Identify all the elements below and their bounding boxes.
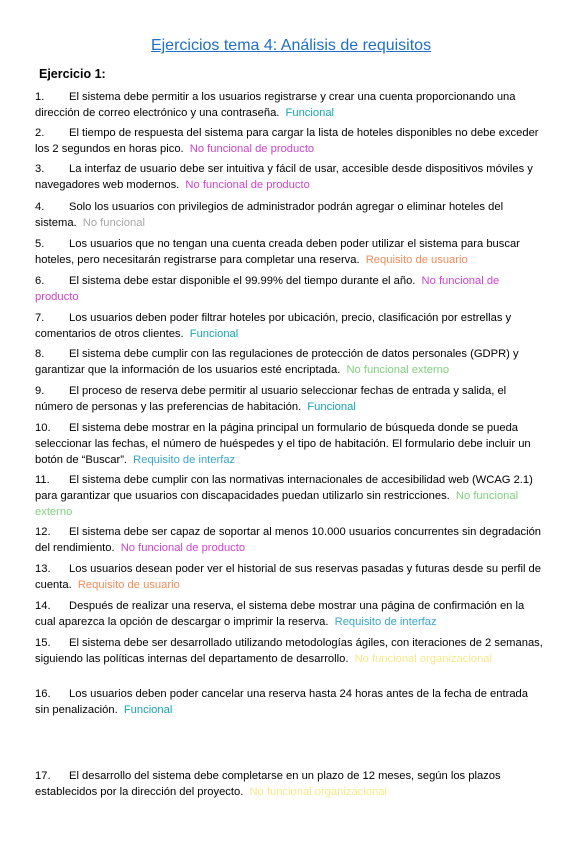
requirement-text: La interfaz de usuario debe ser intuitiva y fácil de usar, accesible desde dispositivos móviles y navegadores web modernos. <box>35 163 533 191</box>
requirement-text: El sistema debe estar disponible el 99.99% del tiempo durante el año. <box>69 275 416 287</box>
requirement-number: 4. <box>35 201 45 213</box>
requirement-number: 15. <box>35 637 51 649</box>
requirement-number: 1. <box>35 91 45 103</box>
requirement-item <box>35 524 545 556</box>
requirement-text: Solo los usuarios con privilegios de administrador podrán agregar o eliminar hoteles del sistema. <box>35 201 504 229</box>
document-title: Ejercicios tema 4: Análisis de requisitos <box>150 37 432 54</box>
requirement-item <box>35 420 545 468</box>
requirement-text: El sistema debe mostrar en la página principal un formulario de búsqueda donde se pueda seleccionar las fechas, el número de huéspedes y el tipo de habitación. El formulario debe incluir un botón de “Buscar”. <box>35 422 531 466</box>
requirement-item <box>35 199 545 231</box>
requirement-text: Los usuarios deben poder filtrar hoteles por ubicación, precio, clasificación por estrellas y comentarios de otros clientes. <box>35 312 512 340</box>
requirement-number: 7. <box>35 312 45 324</box>
requirement-text: El sistema debe cumplir con las regulaciones de protección de datos personales (GDPR) y garantizar que la información de los usuarios esté encriptada. <box>35 348 519 376</box>
requirement-text: El proceso de reserva debe permitir al usuario seleccionar fechas de entrada y salida, el número de personas y las preferencias de habitación. <box>35 385 507 413</box>
requirement-number: 9. <box>35 385 45 397</box>
requirement-classification: Requisito de usuario <box>365 254 468 266</box>
requirement-number: 14. <box>35 600 51 612</box>
requirement-classification: Funcional <box>123 704 173 716</box>
requirement-classification: No funcional <box>82 217 145 229</box>
requirement-number: 13. <box>35 563 51 575</box>
requirement-item <box>35 310 545 342</box>
requirement-classification: Funcional <box>285 107 335 119</box>
requirement-text: El sistema debe permitir a los usuarios registrarse y crear una cuenta proporcionando una dirección de correo electrónico y una contraseña. <box>35 91 516 119</box>
requirement-number: 12. <box>35 526 51 538</box>
requirement-classification: No funcional externo <box>35 490 519 518</box>
requirement-item <box>35 561 545 593</box>
requirement-text: El sistema debe ser capaz de soportar al menos 10.000 usuarios concurrentes sin degradación del rendimiento. <box>35 526 542 554</box>
requirement-item <box>35 89 545 121</box>
requirement-number: 16. <box>35 688 51 700</box>
requirement-classification: No funcional de producto <box>189 143 315 155</box>
requirement-number: 6. <box>35 275 45 287</box>
requirement-number: 3. <box>35 163 45 175</box>
requirement-item <box>35 236 545 268</box>
requirement-text: Después de realizar una reserva, el sistema debe mostrar una página de confirmación en la cual aparezca la opción de descargar o imprimir la reserva. <box>35 600 525 628</box>
requirement-classification: Funcional <box>307 401 356 413</box>
requirement-classification: Requisito de interfaz <box>334 616 437 628</box>
requirement-item <box>35 161 545 193</box>
requirement-number: 5. <box>35 238 45 250</box>
requirement-item <box>35 273 545 305</box>
requirement-text: Los usuarios que no tengan una cuenta creada deben poder utilizar el sistema para buscar hoteles, pero necesitarán registrarse para completar una reserva. <box>35 238 520 266</box>
requirement-classification: No funcional organizacional <box>249 786 387 798</box>
requirement-classification: No funcional de producto <box>35 275 500 303</box>
requirement-classification: No funcional de producto <box>120 542 246 554</box>
requirement-item <box>35 125 545 157</box>
requirement-classification: No funcional externo <box>346 364 450 376</box>
requirement-item <box>35 635 545 667</box>
requirement-item <box>35 686 545 718</box>
requirement-number: 2. <box>35 127 45 139</box>
requirement-text: El sistema debe cumplir con las normativas internacionales de accesibilidad web (WCAG 2.1) para garantizar que usuarios con discapacidades puedan utilizarlo sin restricciones. <box>35 474 533 502</box>
requirement-item <box>35 346 545 378</box>
requirement-text: Los usuarios desean poder ver el historial de sus reservas pasadas y futuras desde su perfil de cuenta. <box>35 563 542 591</box>
requirement-classification: No funcional de producto <box>185 179 310 191</box>
requirement-text: El desarrollo del sistema debe completarse en un plazo de 12 meses, según los plazos establecidos por la dirección del proyecto. <box>35 770 501 798</box>
exercise-heading: Ejercicio 1: <box>39 67 106 81</box>
requirement-classification: Requisito de usuario <box>77 579 180 591</box>
requirement-classification: Funcional <box>189 328 239 340</box>
requirement-item <box>35 768 545 800</box>
requirement-number: 11. <box>35 474 50 486</box>
requirement-item <box>35 598 545 630</box>
requirement-number: 17. <box>35 770 51 782</box>
requirement-classification: Requisito de interfaz <box>133 454 236 466</box>
requirement-number: 8. <box>35 348 45 360</box>
requirement-item <box>35 472 545 520</box>
requirement-text: El tiempo de respuesta del sistema para cargar la lista de hoteles disponibles no debe exceder los 2 segundos en horas pico. <box>35 127 539 155</box>
requirement-text: Los usuarios deben poder cancelar una reserva hasta 24 horas antes de la fecha de entrada sin penalización. <box>35 688 528 716</box>
requirement-number: 10. <box>35 422 51 434</box>
requirement-text: El sistema debe ser desarrollado utilizando metodologías ágiles, con iteraciones de 2 semanas, siguiendo las políticas internas del departamento de desarrollo. <box>35 637 543 665</box>
requirement-classification: No funcional organizacional <box>354 653 493 665</box>
requirement-item <box>35 383 545 415</box>
